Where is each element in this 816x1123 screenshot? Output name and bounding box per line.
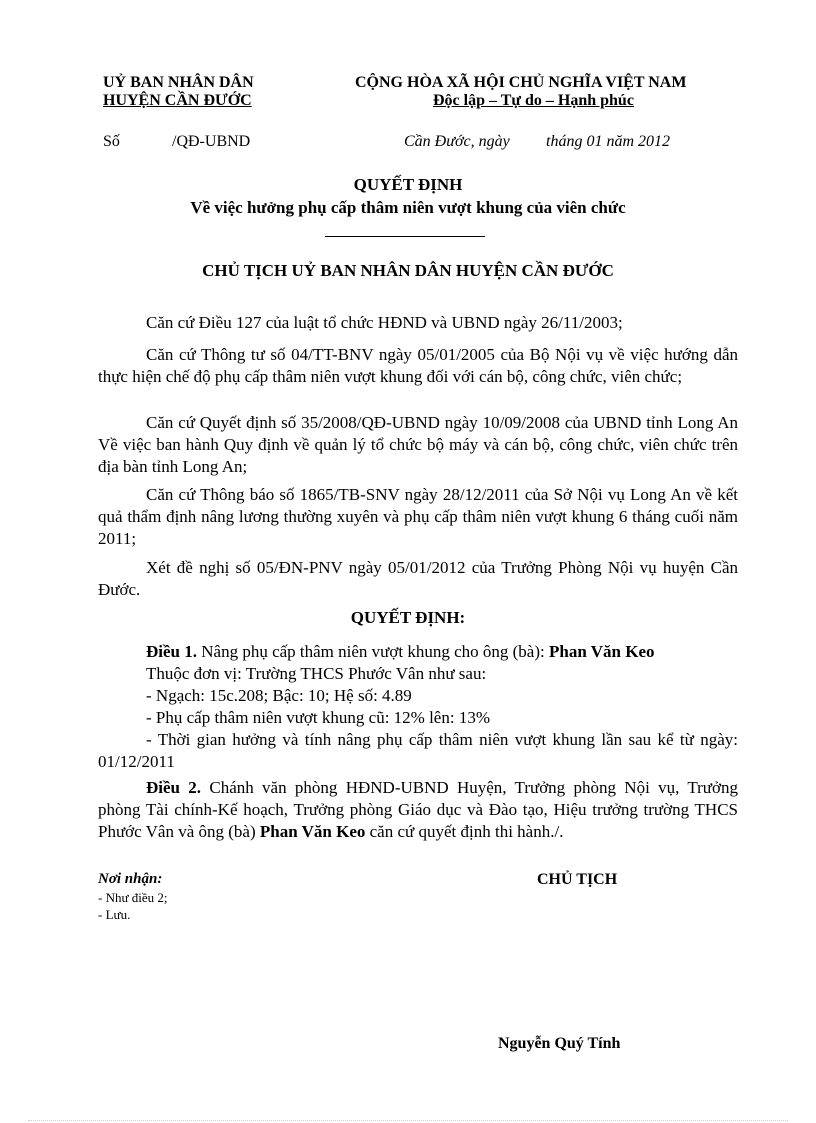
- article-1: [98, 641, 738, 663]
- article-2-tail: căn cứ quyết định thi hành./.: [365, 822, 564, 841]
- agency-name: UỶ BAN NHÂN DÂN: [103, 74, 254, 91]
- article-2-text: Chánh văn phòng HĐND-UBND Huyện, Trưởng phòng Nội vụ, Trưởng phòng Tài chính-Kế hoạch, Trưởng phòng Giáo dục và Đào tạo, Hiệu trưởng trường THCS Phước Vân và ông (bà): [98, 778, 738, 841]
- basis-paragraph: Xét đề nghị số 05/ĐN-PNV ngày 05/01/2012 của Trưởng Phòng Nội vụ huyện Cần Đước.: [98, 558, 738, 599]
- decides-heading: QUYẾT ĐỊNH:: [350, 608, 466, 627]
- basis-paragraph: Căn cứ Điều 127 của luật tổ chức HĐND và UBND ngày 26/11/2003;: [146, 313, 623, 332]
- employee-name: Phan Văn Keo: [549, 642, 655, 661]
- national-motto: Độc lập – Tự do – Hạnh phúc: [433, 92, 634, 109]
- article-2-label: Điều 2.: [146, 778, 202, 797]
- number-label: Số: [103, 133, 120, 150]
- national-title: CỘNG HÒA XÃ HỘI CHỦ NGHĨA VIỆT NAM: [355, 74, 687, 91]
- issuing-authority: CHỦ TỊCH UỶ BAN NHÂN DÂN HUYỆN CẦN ĐƯỚC: [202, 261, 614, 280]
- place-date-start: Cần Đước, ngày: [404, 133, 510, 150]
- article-1-item: - Phụ cấp thâm niên vượt khung cũ: 12% lên: 13%: [146, 708, 490, 727]
- article-1-text: Nâng phụ cấp thâm niên vượt khung cho ông (bà):: [197, 642, 549, 661]
- basis-paragraph: Căn cứ Thông tư số 04/TT-BNV ngày 05/01/2005 của Bộ Nội vụ về việc hướng dẫn thực hiện chế độ phụ cấp thâm niên vượt khung đối với cán bộ, công chức, viên chức;: [98, 345, 738, 386]
- recipient-item: - Như điều 2;: [98, 890, 168, 905]
- signer-name: Nguyễn Quý Tính: [498, 1035, 621, 1052]
- article-1-item: - Thời gian hưởng và tính nâng phụ cấp thâm niên vượt khung lần sau kể từ ngày: 01/12/2011: [98, 730, 738, 771]
- article-1-label: Điều 1.: [146, 642, 197, 661]
- signer-title: CHỦ TỊCH: [537, 871, 618, 888]
- recipients-title: Nơi nhận:: [98, 871, 163, 887]
- title-divider: [325, 236, 485, 237]
- number-code: /QĐ-UBND: [172, 133, 251, 150]
- basis-paragraph: Căn cứ Quyết định số 35/2008/QĐ-UBND ngày 10/09/2008 của UBND tỉnh Long An Về việc ban hành Quy định về quản lý tổ chức bộ máy và cán bộ, công chức, viên chức trên địa bàn tỉnh Long An;: [98, 413, 738, 476]
- employee-name: Phan Văn Keo: [259, 822, 366, 841]
- recipient-item: - Lưu.: [98, 907, 131, 922]
- article-1-item: - Ngạch: 15c.208; Bậc: 10; Hệ số: 4.89: [146, 686, 412, 705]
- decision-subject: Về việc hưởng phụ cấp thâm niên vượt khung của viên chức: [190, 198, 626, 217]
- basis-paragraph: Căn cứ Thông báo số 1865/TB-SNV ngày 28/12/2011 của Sở Nội vụ Long An về kết quả thẩm định nâng lương thường xuyên và phụ cấp thâm niên vượt khung 6 tháng cuối năm 2011;: [98, 485, 738, 548]
- place-date-end: tháng 01 năm 2012: [546, 133, 670, 150]
- article-1-unit: Thuộc đơn vị: Trường THCS Phước Vân như sau:: [146, 664, 487, 683]
- page-bottom-divider: [28, 1120, 788, 1121]
- article-2: [98, 777, 738, 843]
- decision-title: QUYẾT ĐỊNH: [353, 175, 463, 194]
- agency-district: HUYỆN CẦN ĐƯỚC: [103, 92, 252, 109]
